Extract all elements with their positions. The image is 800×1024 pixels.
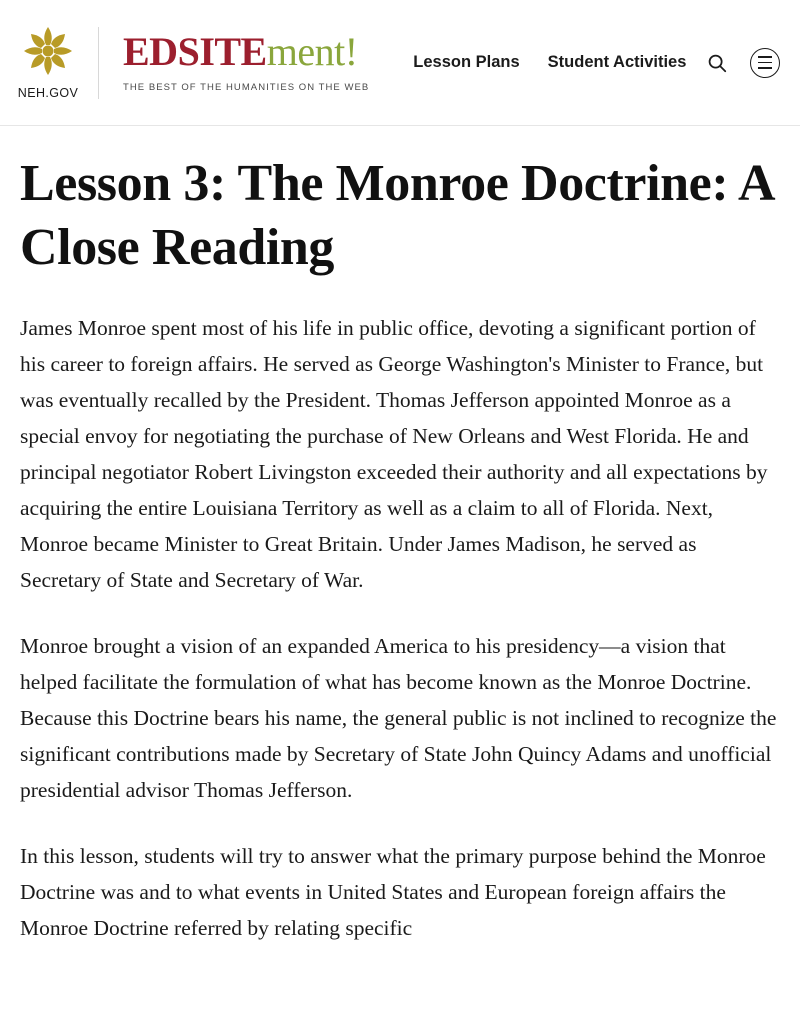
article-paragraph: James Monroe spent most of his life in public office, devoting a significant portion of his career to foreign affairs. He served as George Washington's Minister to France, but was eventually recalled by the President. Thomas Jefferson appointed Monroe as a special envoy for negotiating the purchase of New Orleans and West Florida. He and principal negotiator Robert Livingston exceeded their authority and all expectations by acquiring the entire Louisiana Territory as well as a claim to all of Florida. Next, Monroe became Minister to Great Britain. Under James Madison, he served as Secretary of State and Secretary of War. [20,315,768,592]
page-title: Lesson 3: The Monroe Doctrine: A Close Reading [20,155,773,276]
hamburger-menu-icon[interactable] [750,48,780,78]
neh-logo-link[interactable] [17,25,79,100]
main-navigation [413,53,686,72]
edsitement-wordmark-primary: EDSITE [123,29,267,74]
article [0,126,800,946]
nav-item-student-activities[interactable]: Student Activities [547,53,687,71]
edsitement-tagline: THE BEST OF THE HUMANITIES ON THE WEB [123,82,370,93]
article-paragraph: In this lesson, students will try to answer what the primary purpose behind the Monroe Doctrine was and to what events in United States and European foreign affairs the Monroe Doctrine referred by relating specific [20,843,766,940]
site-header [0,0,800,126]
edsitement-wordmark [123,29,369,74]
article-body [20,310,780,946]
edsitement-logo-link[interactable] [123,29,370,93]
neh-sunburst-icon [22,25,74,77]
article-paragraph: Monroe brought a vision of an expanded America to his presidency—a vision that helped facilitate the formulation of what has become known as the Monroe Doctrine. Because this Doctrine bears his name, the general public is not inclined to recognize the significant contributions made by Secretary of State John Quincy Adams and unofficial presidential advisor Thomas Jefferson. [20,633,777,802]
search-icon[interactable] [706,52,728,74]
header-divider [98,27,99,99]
nav-item-lesson-plans[interactable]: Lesson Plans [413,53,520,71]
header-tools [706,48,780,78]
edsitement-wordmark-secondary: ment! [266,29,358,74]
neh-label: NEH.GOV [17,86,79,100]
